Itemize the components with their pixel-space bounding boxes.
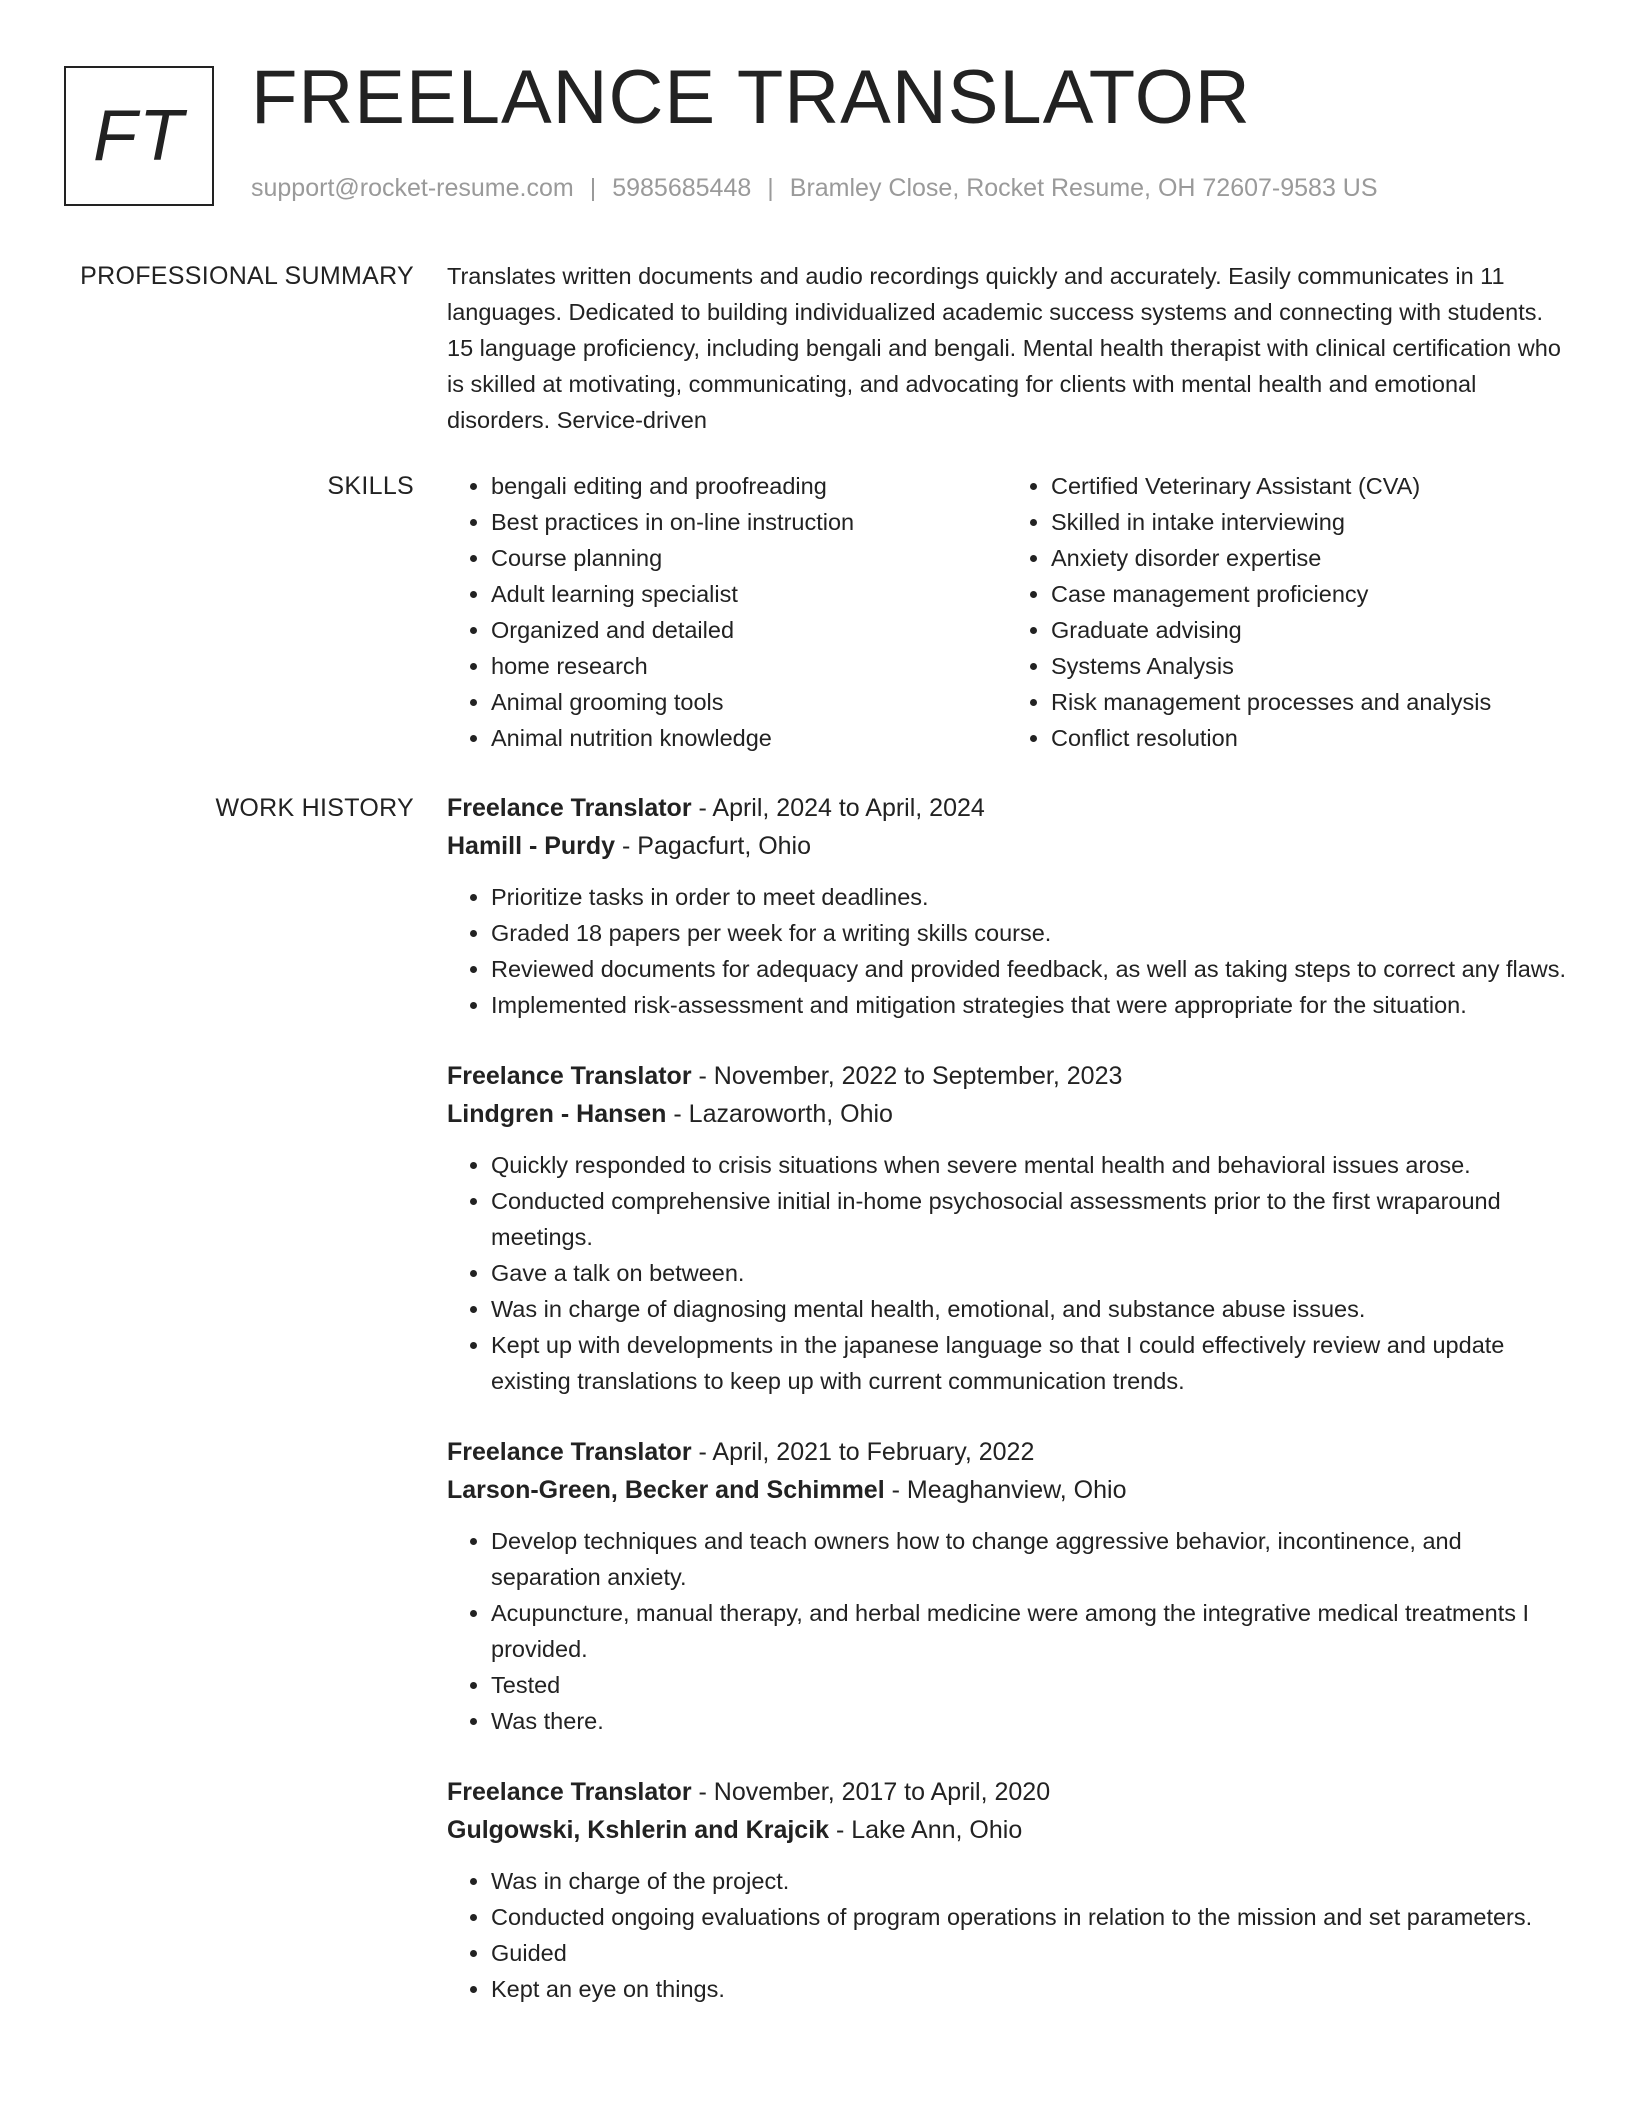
- job-location: - Lake Ann, Ohio: [829, 1816, 1023, 1844]
- skill-item: • Case management proficiency: [1051, 576, 1567, 612]
- contact-address: Bramley Close, Rocket Resume, OH 72607-9583 US: [789, 174, 1378, 202]
- job-bullet: • Was there.: [491, 1703, 1567, 1739]
- skill-item: • Animal grooming tools: [491, 684, 1007, 720]
- job-bullet: • Quickly responded to crisis situations when severe mental health and behavioral issues arose.: [491, 1147, 1567, 1183]
- job-company: Hamill - Purdy: [447, 832, 616, 860]
- skill-item: • Graduate advising: [1051, 612, 1567, 648]
- job-bullet: • Conducted comprehensive initial in-home psychosocial assessments prior to the first wraparound meetings.: [491, 1183, 1567, 1255]
- summary-heading: PROFESSIONAL SUMMARY: [80, 262, 414, 290]
- work-history-body: [447, 789, 1567, 2041]
- job-company: Gulgowski, Kshlerin and Krajcik: [447, 1816, 830, 1844]
- skill-item: • bengali editing and proofreading: [491, 468, 1007, 504]
- job-title-line: [447, 1057, 1567, 1095]
- job-bullets: [447, 1863, 1567, 2007]
- job-location: - Lazaroworth, Ohio: [666, 1100, 893, 1128]
- job-bullet: • Tested: [491, 1667, 1567, 1703]
- job-bullet: • Guided: [491, 1935, 1567, 1971]
- job-bullets: [447, 1147, 1567, 1399]
- job-location: - Pagacfurt, Ohio: [615, 832, 812, 860]
- skill-item: • Risk management processes and analysis: [1051, 684, 1567, 720]
- job-bullet: • Kept up with developments in the japanese language so that I could effectively review and update existing translations to keep up with current communication trends.: [491, 1327, 1567, 1399]
- skill-item: • home research: [491, 648, 1007, 684]
- job-entry: [447, 1773, 1567, 2007]
- skill-item: • Certified Veterinary Assistant (CVA): [1051, 468, 1567, 504]
- job-bullets: [447, 1523, 1567, 1739]
- contact-line: [251, 174, 1378, 203]
- job-bullet: • Conducted ongoing evaluations of program operations in relation to the mission and set parameters.: [491, 1899, 1567, 1935]
- job-title-line: [447, 1773, 1567, 1811]
- job-dates: - November, 2017 to April, 2020: [691, 1778, 1051, 1806]
- skills-list-left: [447, 468, 1007, 756]
- job-bullets: [447, 879, 1567, 1023]
- job-dates: - April, 2024 to April, 2024: [691, 794, 985, 822]
- job-dates: - April, 2021 to February, 2022: [691, 1438, 1035, 1466]
- job-company-line: [447, 1811, 1567, 1849]
- job-bullet: • Kept an eye on things.: [491, 1971, 1567, 2007]
- job-entry: [447, 1057, 1567, 1399]
- job-bullet: • Was in charge of diagnosing mental health, emotional, and substance abuse issues.: [491, 1291, 1567, 1327]
- job-entry: [447, 1433, 1567, 1739]
- summary-text: Translates written documents and audio recordings quickly and accurately. Easily communicates in 11 languages. Dedicated to building individualized academic success systems and connecting with students. 15 language proficiency, including bengali and bengali. Mental health therapist with clinical certification who is skilled at motivating, communicating, and advocating for clients with mental health and emotional disorders. Service-driven: [447, 263, 1561, 433]
- skill-item: • Conflict resolution: [1051, 720, 1567, 756]
- job-title: Freelance Translator: [447, 1778, 692, 1806]
- monogram-initials: FT: [93, 96, 185, 176]
- skills-list-right: [1007, 468, 1567, 756]
- contact-phone[interactable]: 5985685448: [612, 174, 752, 202]
- job-bullet: • Develop techniques and teach owners how to change aggressive behavior, incontinence, and separation anxiety.: [491, 1523, 1567, 1595]
- job-company: Larson-Green, Becker and Schimmel: [447, 1476, 885, 1504]
- skill-item: • Anxiety disorder expertise: [1051, 540, 1567, 576]
- skill-item: • Skilled in intake interviewing: [1051, 504, 1567, 540]
- work-history-heading: WORK HISTORY: [215, 794, 414, 822]
- skill-item: • Organized and detailed: [491, 612, 1007, 648]
- skill-item: • Best practices in on-line instruction: [491, 504, 1007, 540]
- job-bullet: • Gave a talk on between.: [491, 1255, 1567, 1291]
- job-company-line: [447, 827, 1567, 865]
- contact-email[interactable]: support@rocket-resume.com: [251, 174, 574, 202]
- job-company-line: [447, 1095, 1567, 1133]
- monogram-box: [64, 66, 214, 206]
- job-title-line: [447, 1433, 1567, 1471]
- contact-separator: |: [589, 174, 597, 202]
- job-bullet: • Acupuncture, manual therapy, and herbal medicine were among the integrative medical treatments I provided.: [491, 1595, 1567, 1667]
- contact-separator: |: [767, 174, 774, 202]
- skill-item: • Animal nutrition knowledge: [491, 720, 1007, 756]
- job-title-line: [447, 789, 1567, 827]
- job-bullet: • Reviewed documents for adequacy and provided feedback, as well as taking steps to correct any flaws.: [491, 951, 1567, 987]
- job-bullet: • Implemented risk-assessment and mitigation strategies that were appropriate for the situation.: [491, 987, 1567, 1023]
- skill-item: • Systems Analysis: [1051, 648, 1567, 684]
- skill-item: • Adult learning specialist: [491, 576, 1007, 612]
- job-entry: [447, 789, 1567, 1023]
- job-bullet: • Prioritize tasks in order to meet deadlines.: [491, 879, 1567, 915]
- job-company-line: [447, 1471, 1567, 1509]
- skills-heading: SKILLS: [327, 472, 414, 500]
- skills-body: [447, 468, 1567, 756]
- job-title: Freelance Translator: [447, 1062, 692, 1090]
- job-location: - Meaghanview, Ohio: [884, 1476, 1127, 1504]
- job-title: Freelance Translator: [447, 794, 692, 822]
- job-dates: - November, 2022 to September, 2023: [691, 1062, 1123, 1090]
- job-bullet: • Was in charge of the project.: [491, 1863, 1567, 1899]
- job-title: Freelance Translator: [447, 1438, 692, 1466]
- resume-title: FREELANCE TRANSLATOR: [251, 55, 1251, 140]
- skill-item: • Course planning: [491, 540, 1007, 576]
- job-bullet: • Graded 18 papers per week for a writing skills course.: [491, 915, 1567, 951]
- job-company: Lindgren - Hansen: [447, 1100, 667, 1128]
